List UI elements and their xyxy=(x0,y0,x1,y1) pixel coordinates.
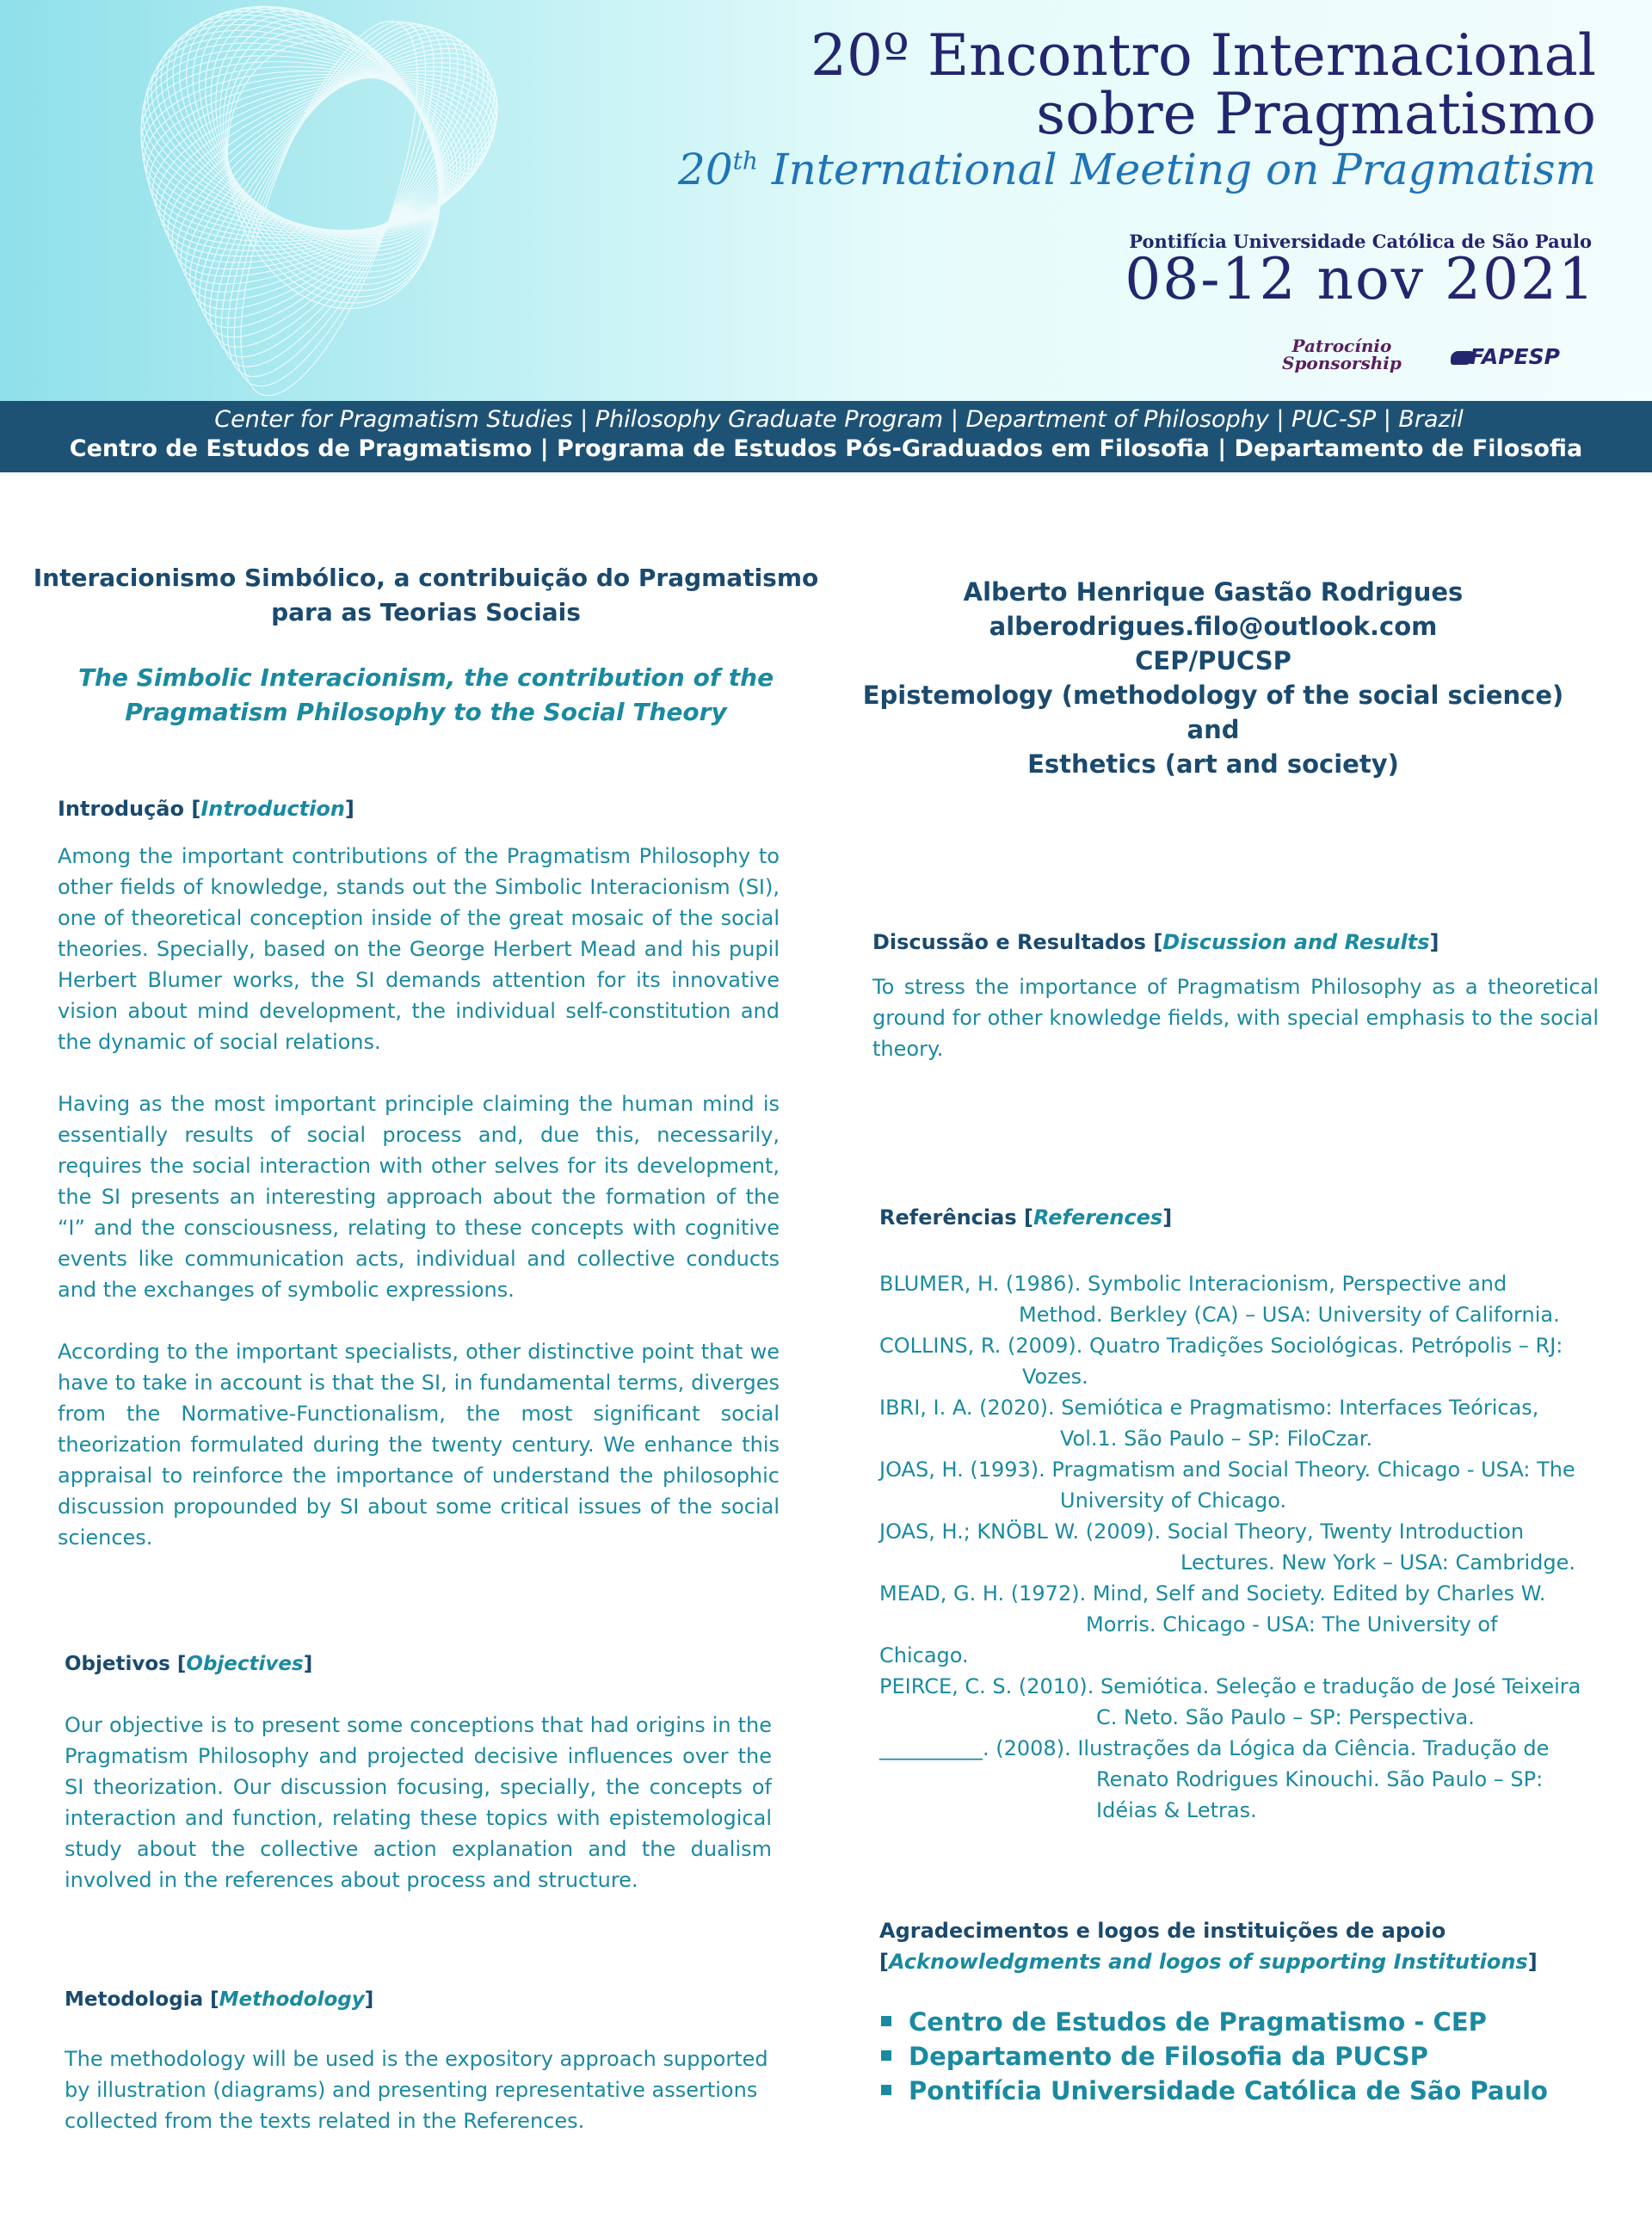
poster-title-pt: Interacionismo Simbólico, a contribuição do Pragmatismo para as Teorias Sociais xyxy=(33,564,819,626)
references-heading: Referências [References] xyxy=(879,1205,1173,1230)
conference-banner xyxy=(0,0,1652,401)
swirl-lines xyxy=(121,0,527,401)
introduction-heading: Introdução [Introduction] xyxy=(58,797,354,821)
reference-item: PEIRCE, C. S. (2010). Semiótica. Seleção e tradução de José Teixeira C. Neto. São Paulo – SP: Perspectiva. xyxy=(879,1674,1581,1729)
institutions-strip-pt: Centro de Estudos de Pragmatismo | Programa de Estudos Pós-Graduados em Filosofia | Departamento de Filosofia xyxy=(69,435,1583,462)
reference-item: MEAD, G. H. (1972). Mind, Self and Society. Edited by Charles W. Morris. Chicago - USA: The University of Chicago. xyxy=(879,1581,1546,1667)
discussion-heading: Discussão e Resultados [Discussion and Results] xyxy=(872,930,1439,954)
fapesp-logo: FAPESP xyxy=(1451,344,1560,369)
poster-title-en: The Simbolic Interacionism, the contribution of the Pragmatism Philosophy to the Social Theory xyxy=(77,663,774,726)
acknowledgment-item: Centro de Estudos de Pragmatismo - CEP xyxy=(879,2005,1619,2039)
reference-item: BLUMER, H. (1986). Symbolic Interacionism, Perspective and Method. Berkley (CA) – USA: University of California. xyxy=(879,1272,1560,1327)
banner-title-pt-line1: 20º Encontro Internacional xyxy=(810,22,1596,89)
acknowledgment-item: Pontifícia Universidade Católica de São Paulo xyxy=(879,2074,1619,2108)
banner-university: Pontifícia Universidade Católica de São Paulo xyxy=(1129,231,1592,252)
discussion-body: To stress the importance of Pragmatism Philosophy as a theoretical ground for other knowledge fields, with special emphasis to the social theory. xyxy=(872,975,1599,1061)
objectives-heading: Objetivos [Objectives] xyxy=(65,1653,313,1675)
sponsorship-label: Patrocínio Sponsorship xyxy=(1282,336,1402,373)
methodology-body: The methodology will be used is the expository approach supported by illustration (diagrams) and presenting representative assertions collected from the texts related in the References. xyxy=(65,2047,768,2133)
introduction-paragraph: Among the important contributions of the Pragmatism Philosophy to other fields of knowledge, stands out the Simbolic Interacionism (SI), one of theoretical conception inside of the great mosaic of the social theories. Specially, based on the George Herbert Mead and his pupil Herbert Blumer works, the SI demands attention for its innovative vision about mind development, the individual self-constitution and the dynamic of social relations. xyxy=(58,844,780,1054)
reference-item: JOAS, H.; KNÖBL W. (2009). Social Theory, Twenty Introduction Lectures. New York – USA: Cambridge. xyxy=(879,1519,1575,1575)
acknowledgments-heading: Agradecimentos e logos de instituições de apoio [Acknowledgments and logos of supporting Institutions] xyxy=(879,1919,1538,1974)
banner-dates: 08-12 nov 2021 xyxy=(1125,246,1596,312)
introduction-paragraph: Having as the most important principle claiming the human mind is essentially results of social process and, due this, necessarily, requires the social interaction with other selves for its development, the SI presents an interesting approach about the formation of the “I” and the consciousness, relating to these concepts with cognitive events like communication acts, individual and collective conducts and the exchanges of symbolic expressions. xyxy=(58,1092,780,1302)
institutions-strip-en: Center for Pragmatism Studies | Philosophy Graduate Program | Department of Philosophy | PUC-SP | Brazil xyxy=(214,406,1464,433)
acknowledgments-list xyxy=(879,2005,1619,2108)
swirl-graphic xyxy=(0,0,654,401)
introduction-paragraph: According to the important specialists, other distinctive point that we have to take in account is that the SI, in fundamental terms, diverges from the Normative-Functionalism, the most significant social theorization formulated during the twenty century. We enhance this appraisal to reinforce the importance of understand the philosophic discussion propounded by SI about some critical issues of the social sciences. xyxy=(58,1340,780,1550)
banner-title-en: 20th International Meeting on Pragmatism xyxy=(678,145,1596,194)
introduction-body xyxy=(58,841,780,1553)
author-name: Alberto Henrique Gastão Rodrigues xyxy=(963,577,1464,607)
author-email: alberodrigues.filo@outlook.com xyxy=(989,612,1438,641)
author-affiliation: CEP/PUCSP xyxy=(1135,646,1291,675)
reference-item: COLLINS, R. (2009). Quatro Tradições Sociológicas. Petrópolis – RJ: Vozes. xyxy=(879,1334,1563,1389)
banner-title-pt-line2: sobre Pragmatismo xyxy=(1036,81,1596,147)
reference-item: __________. (2008). Ilustrações da Lógica da Ciência. Tradução de Renato Rodrigues Kinouchi. São Paulo – SP: Idéias & Letras. xyxy=(879,1736,1550,1822)
acknowledgment-item: Departamento de Filosofia da PUCSP xyxy=(879,2039,1619,2074)
reference-item: IBRI, I. A. (2020). Semiótica e Pragmatismo: Interfaces Teóricas, Vol.1. São Paulo – SP: FiloCzar. xyxy=(879,1396,1539,1451)
author-block xyxy=(860,575,1566,781)
methodology-heading: Metodologia [Methodology] xyxy=(65,1988,374,2011)
references-list xyxy=(879,1268,1600,1826)
author-area-line2: Esthetics (art and society) xyxy=(1027,749,1399,779)
author-area-line1: Epistemology (methodology of the social science) and xyxy=(862,681,1564,744)
reference-item: JOAS, H. (1993). Pragmatism and Social Theory. Chicago - USA: The University of Chicago. xyxy=(879,1458,1575,1513)
objectives-body: Our objective is to present some conceptions that had origins in the Pragmatism Philosophy and projected decisive influences over the SI theorization. Our discussion focusing, specially, the concepts of interaction and function, relating these topics with epistemological study about the collective action explanation and the dualism involved in the references about process and structure. xyxy=(65,1713,772,1892)
